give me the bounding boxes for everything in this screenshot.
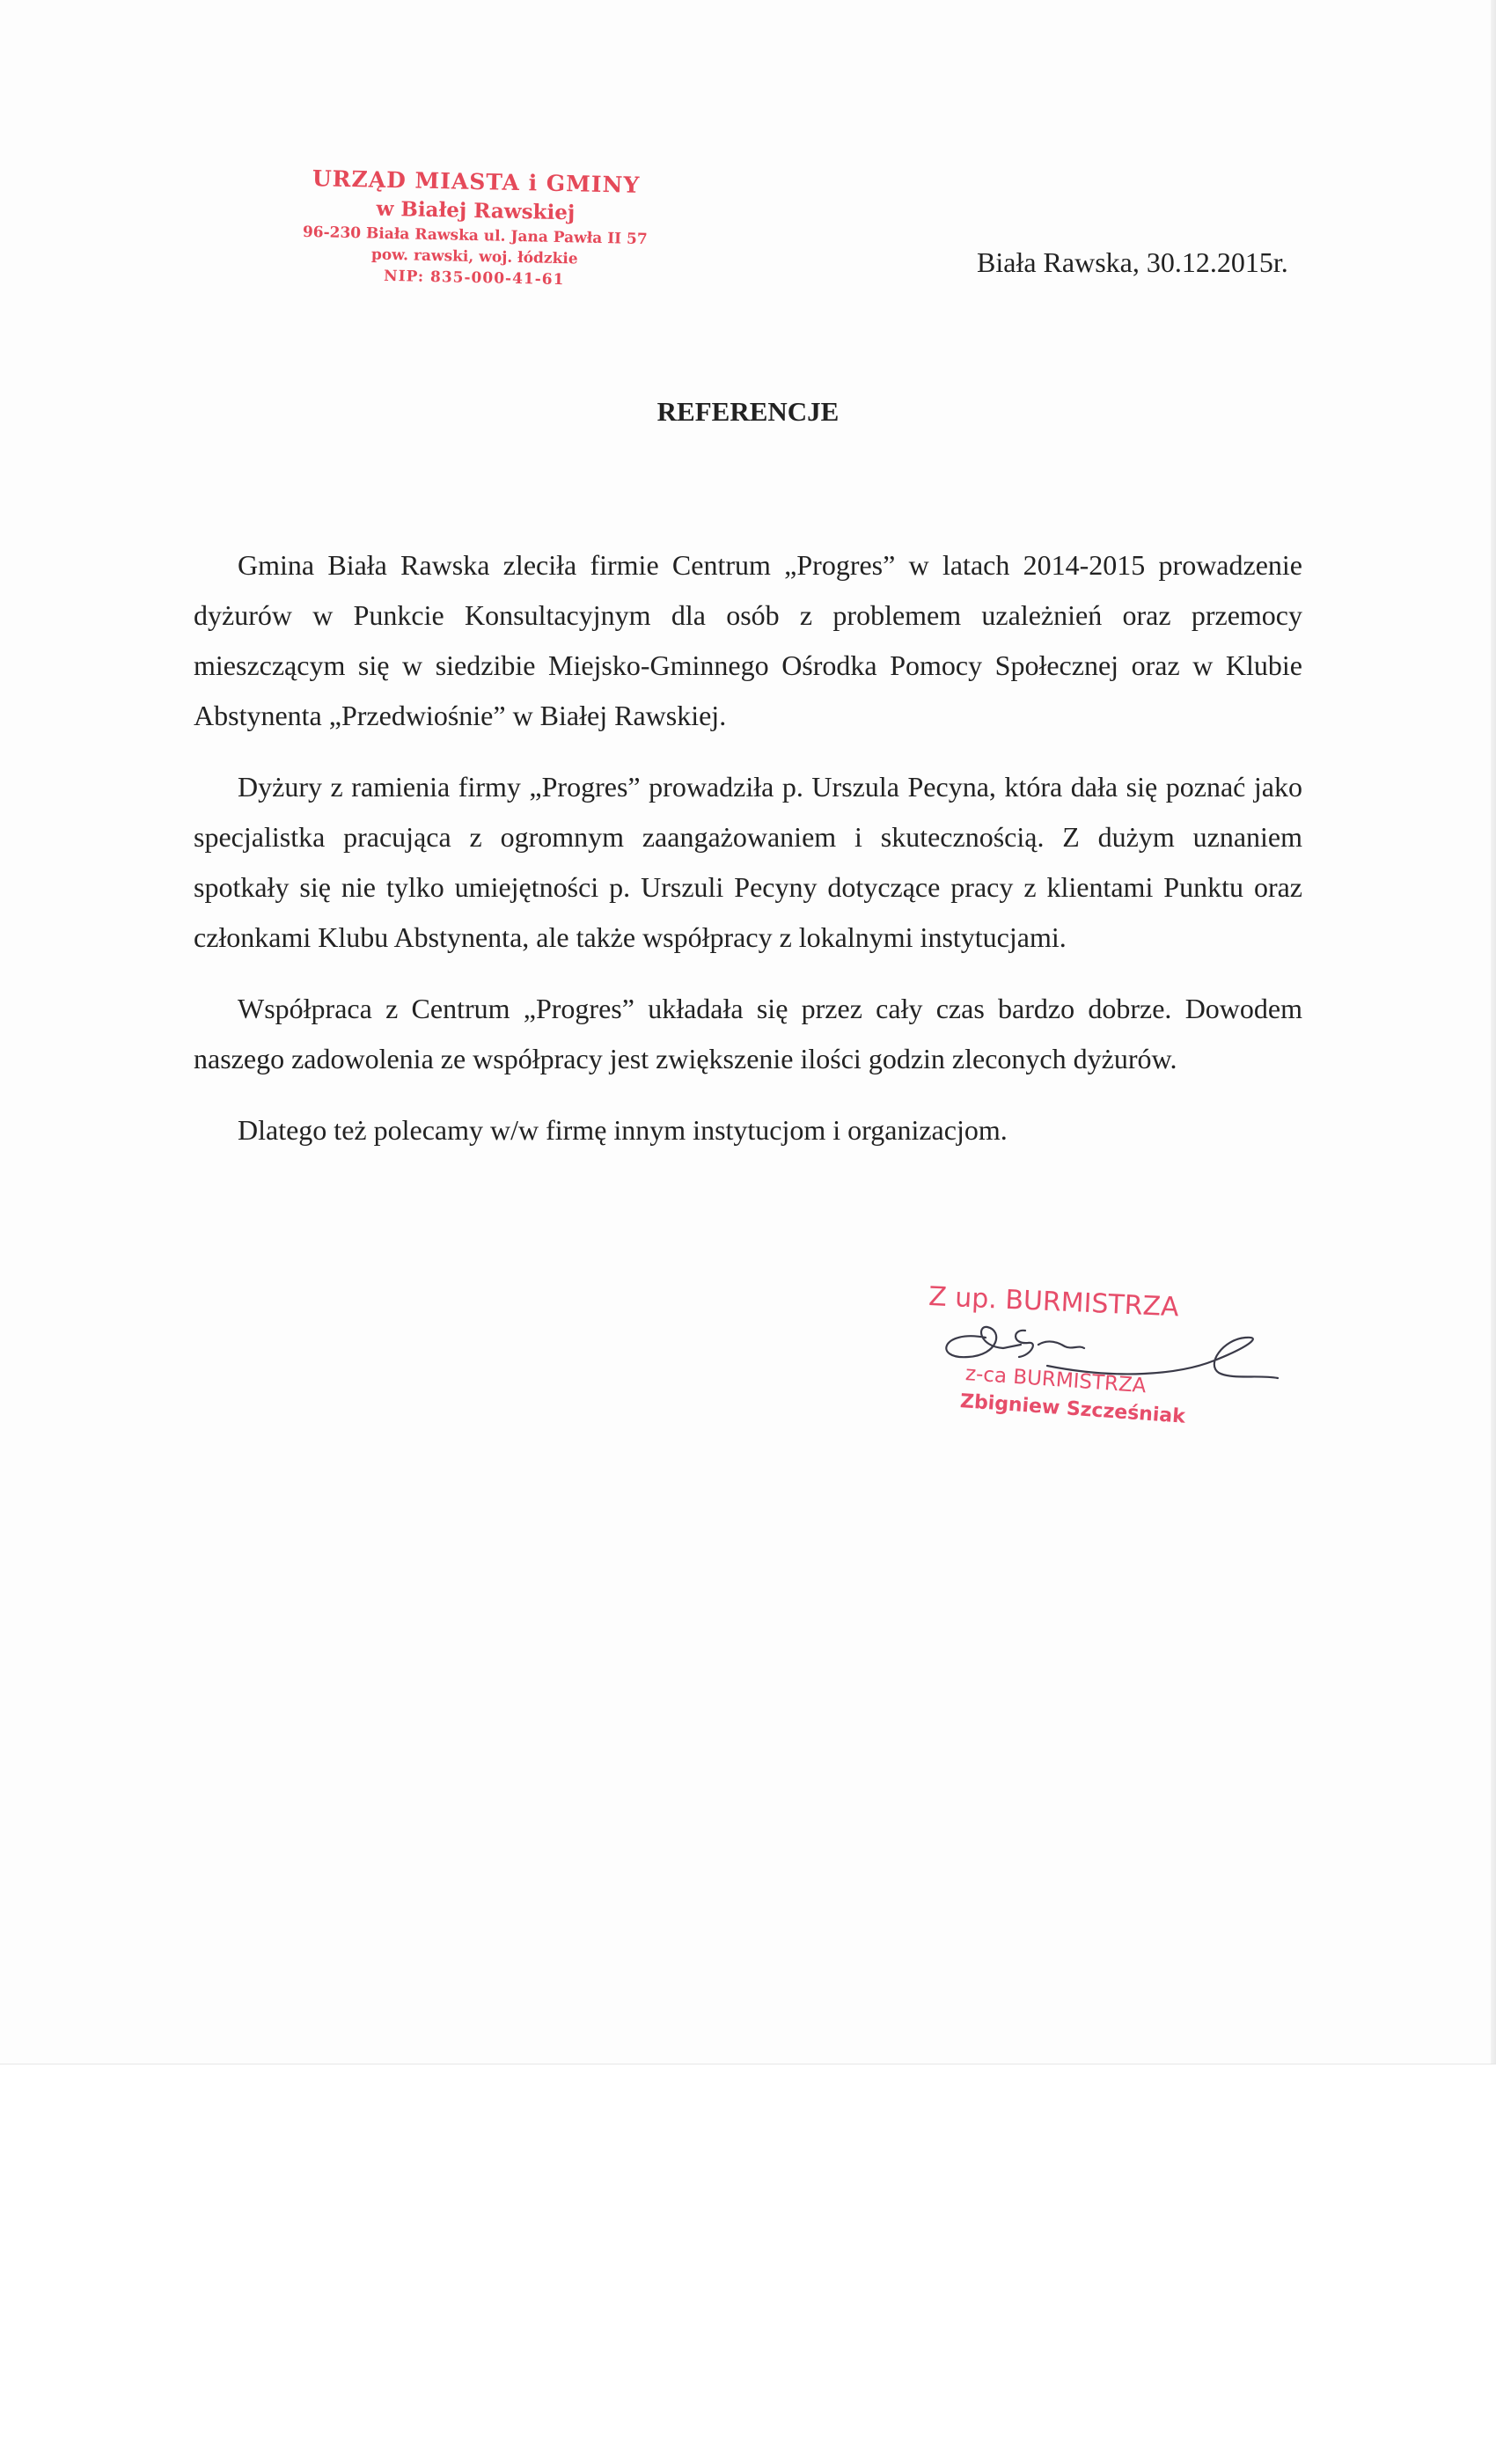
document-date: Biała Rawska, 30.12.2015r. (977, 246, 1288, 278)
page-edge-shadow (1491, 0, 1496, 2064)
paragraph-2: Dyżury z ramienia firmy „Progres” prowadziła p. Urszula Pecyna, która dała się poznać jako specjalistka pracująca z ogromnym zaangażowaniem i skutecznością. Z dużym uznaniem spotkały się nie tylko umiejętności p. Urszuli Pecyny dotyczące pracy z klientami Punktu oraz członkami Klubu Abstynenta, ale także współpracy z lokalnymi instytucjami. (194, 771, 1302, 953)
stamp-office-name: URZĄD MIASTA i GMINY (312, 165, 641, 198)
document-title: REFERENCJE (656, 396, 840, 427)
stamp-address: 96-230 Biała Rawska ul. Jana Pawła II 57 (302, 223, 648, 249)
signature-stamp (915, 1276, 1285, 1434)
office-stamp (263, 163, 688, 293)
paragraph-3: Współpraca z Centrum „Progres” układała się przez cały czas bardzo dobrze. Dowodem naszego zadowolenia ze współpracy jest zwiększenie ilości godzin zleconych dyżurów. (194, 993, 1302, 1074)
document-body (194, 540, 1302, 1177)
stamp-tax-id: NIP: 835-000-41-61 (383, 267, 565, 290)
signature-stamp-title: z-ca BURMISTRZA (964, 1362, 1148, 1398)
stamp-town: w Białej Rawskiej (376, 196, 576, 225)
signature-stamp-name: Zbigniew Szcześniak (959, 1390, 1186, 1428)
paragraph-4: Dlatego też polecamy w/w firmę innym instytucjom i organizacjom. (238, 1114, 1008, 1146)
paragraph-1: Gmina Biała Rawska zleciła firmie Centrum „Progres” w latach 2014-2015 prowadzenie dyżurów w Punkcie Konsultacyjnym dla osób z problemem uzależnień oraz przemocy mieszczącym się w siedzibie Miejsko-Gminnego Ośrodka Pomocy Społecznej oraz w Klubie Abstynenta „Przedwiośnie” w Białej Rawskiej. (194, 549, 1302, 731)
stamp-region: pow. rawski, woj. łódzkie (370, 246, 578, 268)
signature-stamp-authority: Z up. BURMISTRZA (928, 1281, 1180, 1324)
blank-area (0, 2064, 1496, 2464)
